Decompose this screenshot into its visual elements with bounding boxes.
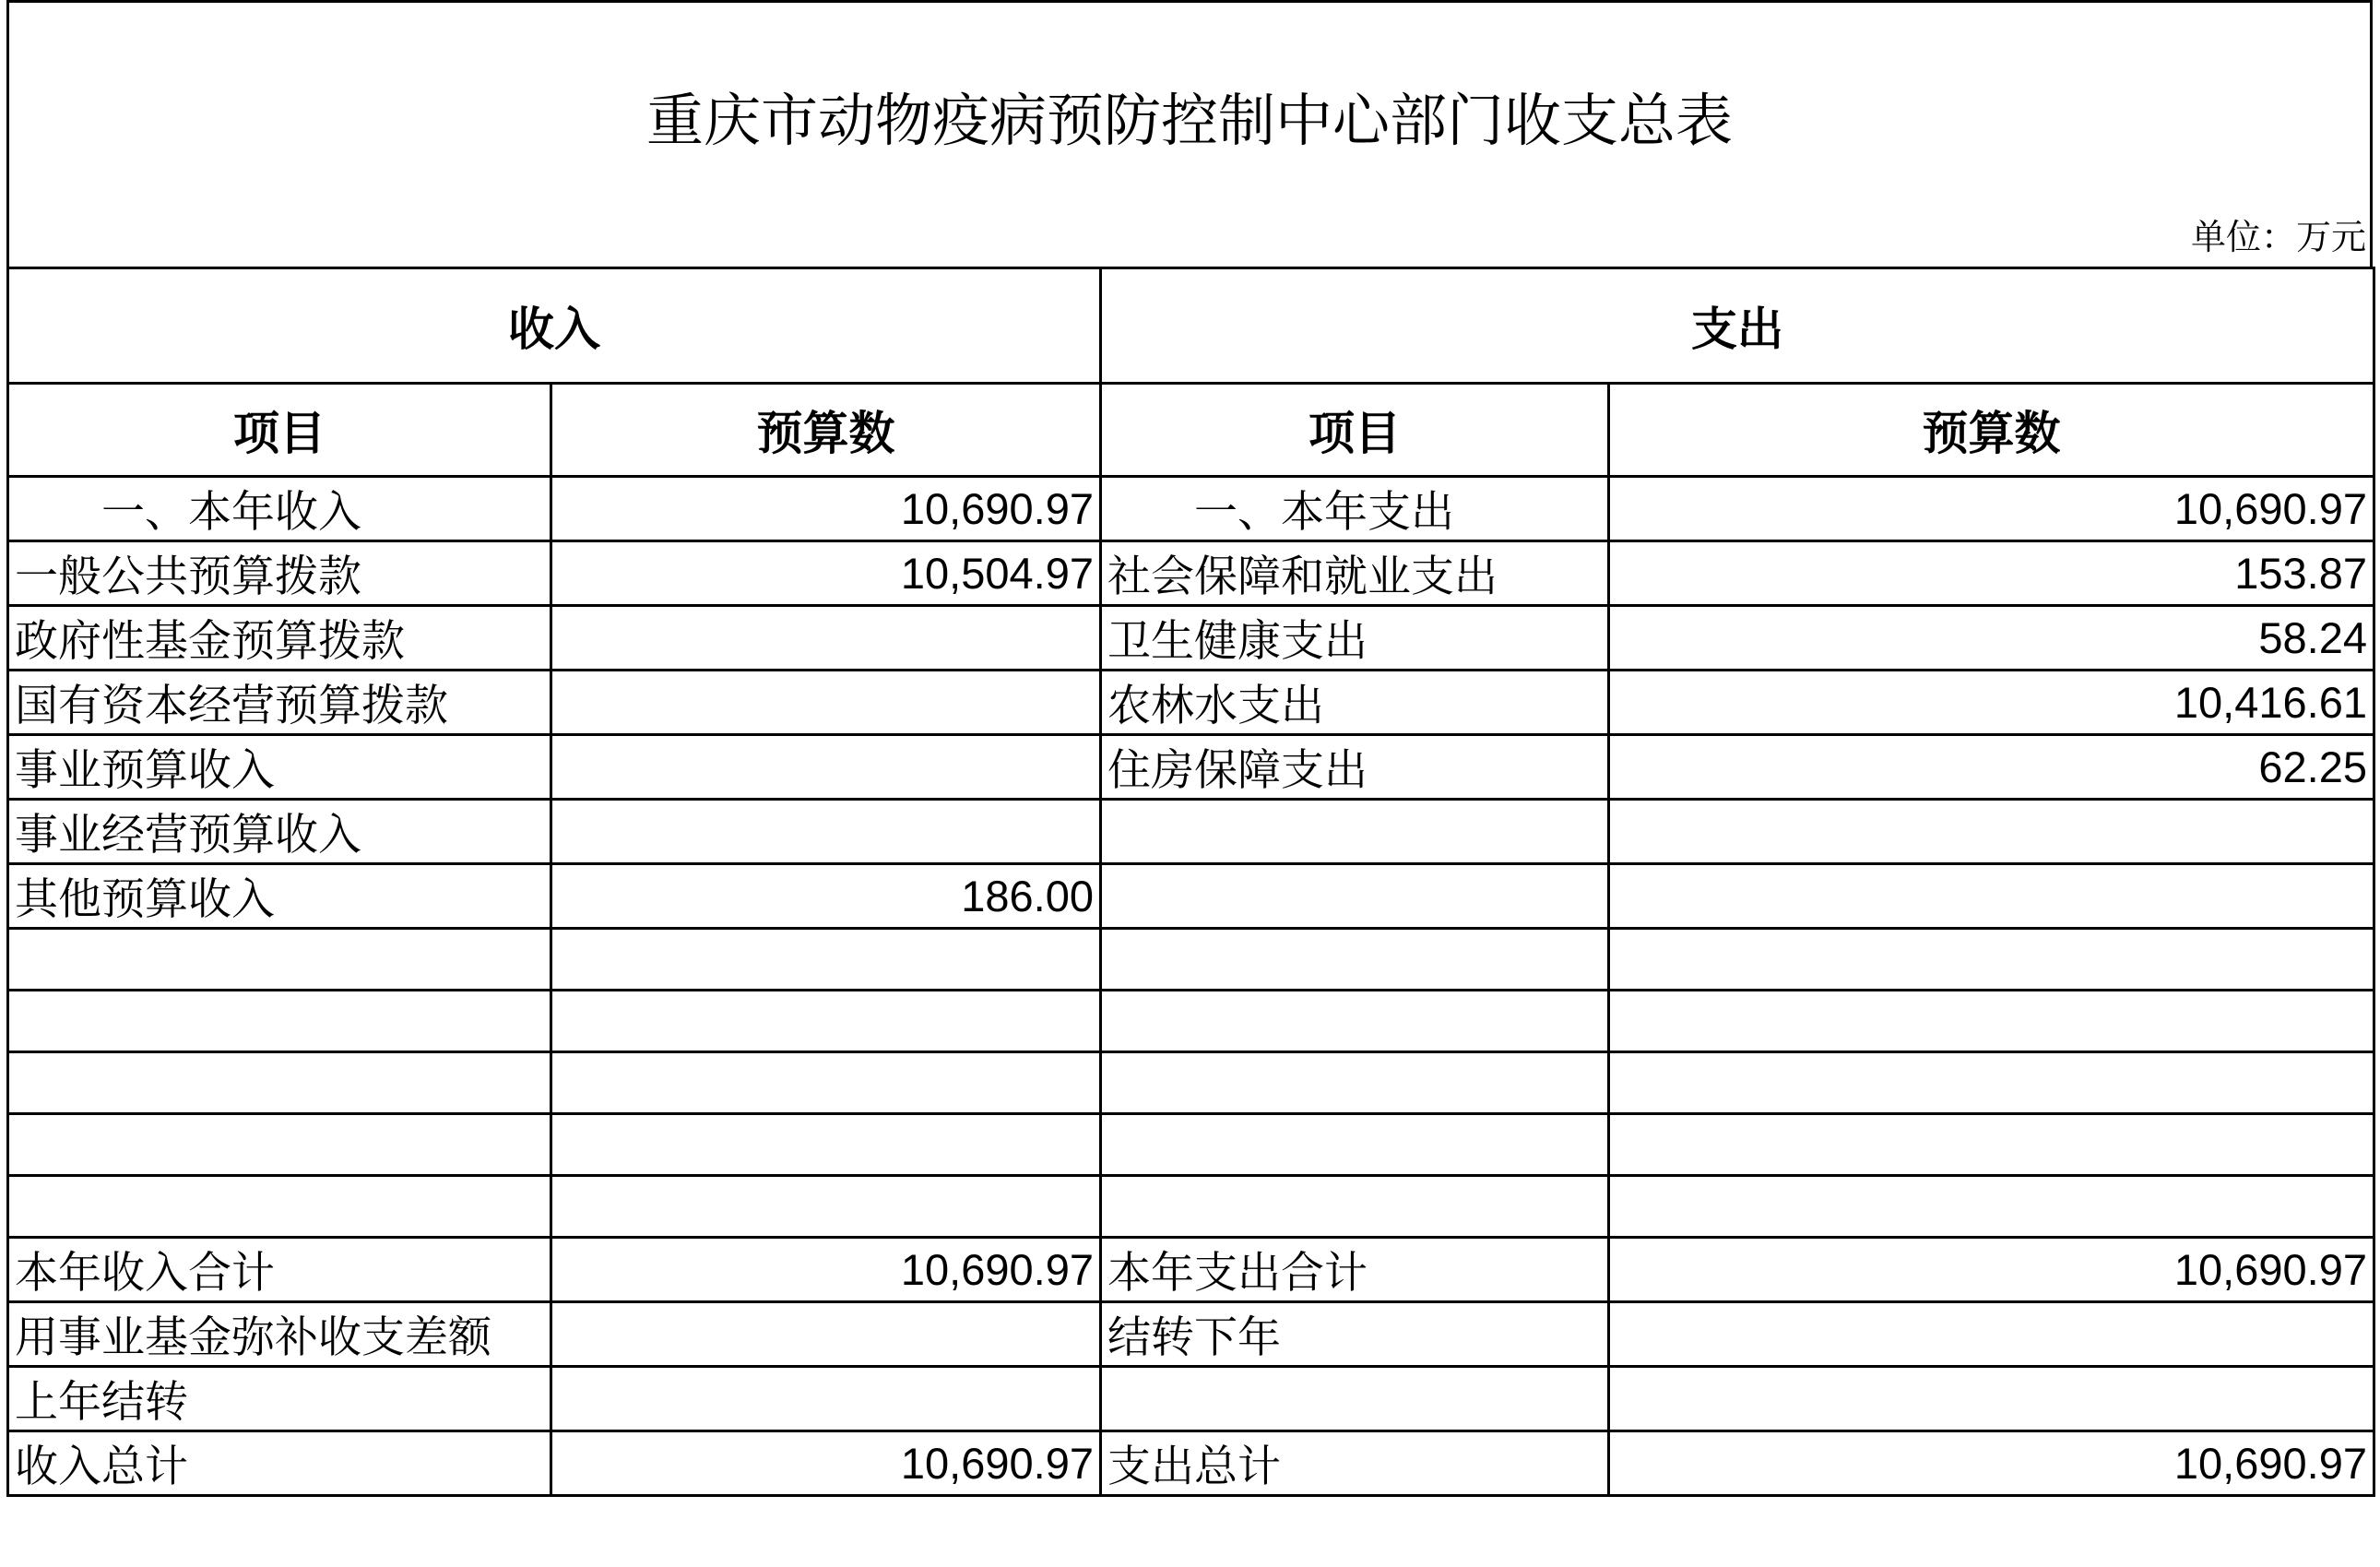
table-row (8, 864, 2374, 929)
expense-value-cell: 10,690.97 (1609, 477, 2374, 541)
income-item-header: 项目 (8, 384, 551, 477)
table-row (8, 1367, 2374, 1431)
income-item-cell: 国有资本经营预算拨款 (8, 671, 551, 735)
income-item-cell: 本年收入合计 (8, 1238, 551, 1302)
income-value-cell (551, 1367, 1101, 1431)
income-item-cell: 政府性基金预算拨款 (8, 606, 551, 671)
income-value-cell (551, 991, 1101, 1052)
expense-item-cell: 一、本年支出 (1101, 477, 1609, 541)
expense-value-cell (1609, 864, 2374, 929)
expense-item-cell: 支出总计 (1101, 1431, 1609, 1496)
expense-value-cell: 10,416.61 (1609, 671, 2374, 735)
expense-item-cell: 农林水支出 (1101, 671, 1609, 735)
page-title: 重庆市动物疫病预防控制中心部门收支总表 (645, 89, 1733, 153)
income-item-cell: 事业经营预算收入 (8, 800, 551, 864)
expense-value-cell (1609, 1302, 2374, 1367)
table-row (8, 1431, 2374, 1496)
income-value-cell: 10,690.97 (551, 477, 1101, 541)
income-value-cell: 186.00 (551, 864, 1101, 929)
income-value-cell (551, 1176, 1101, 1238)
expense-value-cell (1609, 991, 2374, 1052)
income-item-cell (8, 1176, 551, 1238)
expense-value-cell (1609, 1176, 2374, 1238)
income-value-cell: 10,504.97 (551, 541, 1101, 606)
title-area (6, 0, 2373, 267)
income-item-cell (8, 991, 551, 1052)
expense-value-cell (1609, 929, 2374, 991)
column-header-row (8, 384, 2374, 477)
income-item-cell: 一般公共预算拨款 (8, 541, 551, 606)
income-item-cell (8, 1052, 551, 1114)
expense-value-cell: 62.25 (1609, 735, 2374, 800)
income-item-cell: 用事业基金弥补收支差额 (8, 1302, 551, 1367)
table-row (8, 477, 2374, 541)
income-item-cell: 事业预算收入 (8, 735, 551, 800)
income-item-cell (8, 1114, 551, 1176)
table-row (8, 735, 2374, 800)
income-value-cell (551, 929, 1101, 991)
unit-label: 单位：万元 (2190, 219, 2366, 257)
table-row (8, 1176, 2374, 1238)
income-header: 收入 (8, 268, 1101, 384)
income-value-cell (551, 735, 1101, 800)
table-row (8, 541, 2374, 606)
section-header-row (8, 268, 2374, 384)
expense-value-cell: 10,690.97 (1609, 1431, 2374, 1496)
table-row (8, 1302, 2374, 1367)
expense-value-cell: 10,690.97 (1609, 1238, 2374, 1302)
expense-item-cell (1101, 1367, 1609, 1431)
expense-item-cell: 社会保障和就业支出 (1101, 541, 1609, 606)
expense-item-cell (1101, 864, 1609, 929)
income-value-cell: 10,690.97 (551, 1431, 1101, 1496)
expense-value-cell: 153.87 (1609, 541, 2374, 606)
expense-item-cell (1101, 800, 1609, 864)
income-item-cell: 上年结转 (8, 1367, 551, 1431)
income-value-cell (551, 671, 1101, 735)
expense-item-header: 项目 (1101, 384, 1609, 477)
income-item-cell: 收入总计 (8, 1431, 551, 1496)
table-row (8, 991, 2374, 1052)
expense-item-cell (1101, 991, 1609, 1052)
expense-value-cell (1609, 1114, 2374, 1176)
expense-item-cell: 结转下年 (1101, 1302, 1609, 1367)
expense-value-cell (1609, 1367, 2374, 1431)
expense-value-cell: 58.24 (1609, 606, 2374, 671)
table-row (8, 606, 2374, 671)
income-item-cell: 其他预算收入 (8, 864, 551, 929)
expense-value-cell (1609, 800, 2374, 864)
income-item-cell (8, 929, 551, 991)
expense-item-cell (1101, 1052, 1609, 1114)
table-row (8, 1238, 2374, 1302)
table-row (8, 1114, 2374, 1176)
expense-budget-header: 预算数 (1609, 384, 2374, 477)
expense-item-cell (1101, 1176, 1609, 1238)
expense-header: 支出 (1101, 268, 2374, 384)
expense-item-cell: 住房保障支出 (1101, 735, 1609, 800)
expense-value-cell (1609, 1052, 2374, 1114)
income-value-cell (551, 800, 1101, 864)
income-value-cell: 10,690.97 (551, 1238, 1101, 1302)
expense-item-cell: 卫生健康支出 (1101, 606, 1609, 671)
income-expense-table (6, 267, 2375, 1497)
expense-item-cell: 本年支出合计 (1101, 1238, 1609, 1302)
table-row (8, 929, 2374, 991)
income-item-cell: 一、本年收入 (8, 477, 551, 541)
table-row (8, 800, 2374, 864)
income-value-cell (551, 1302, 1101, 1367)
table-row (8, 671, 2374, 735)
expense-item-cell (1101, 1114, 1609, 1176)
income-value-cell (551, 1114, 1101, 1176)
table-row (8, 1052, 2374, 1114)
income-value-cell (551, 1052, 1101, 1114)
expense-item-cell (1101, 929, 1609, 991)
budget-sheet (6, 0, 2373, 1497)
income-value-cell (551, 606, 1101, 671)
income-budget-header: 预算数 (551, 384, 1101, 477)
